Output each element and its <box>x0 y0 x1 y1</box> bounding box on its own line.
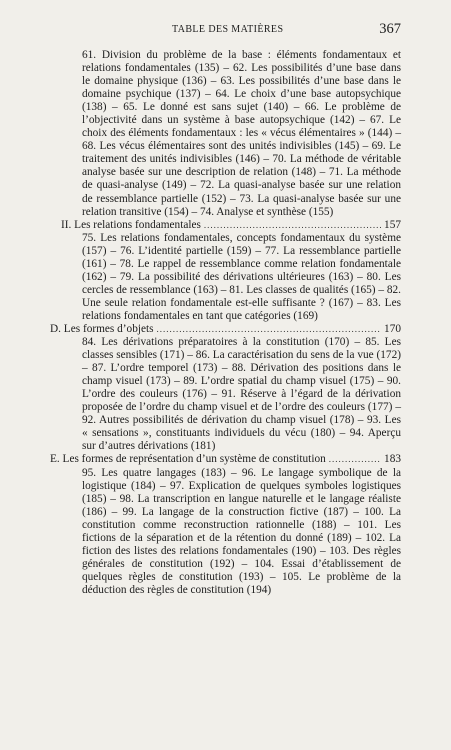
toc-heading-page: 157 <box>384 218 401 231</box>
toc-heading-title: E. Les formes de représentation d’un système de constitution <box>50 453 326 466</box>
dot-leader <box>329 453 381 466</box>
toc-heading-section-ii[interactable] <box>50 219 401 232</box>
toc-heading-section-d[interactable] <box>50 323 401 336</box>
toc-heading-title: II. Les relations fondamentales <box>61 218 201 231</box>
page-number: 367 <box>379 21 401 37</box>
toc-heading-section-e[interactable] <box>50 453 401 466</box>
toc-heading-title: D. Les formes d’objets <box>50 322 154 335</box>
toc-paragraph-section-d: 84. Les dérivations préparatoires à la constitution (170) – 85. Les classes sensibles (171) – 86. La caractérisation du sens de la vue (172) – 87. L’ordre temporel (173) – 88. Dérivation des positions dans le champ visuel (173) – 89. L’ordre spatial du champ visuel (175) – 90. L’ordre des couleurs (176) – 91. Réserve à l’égard de la dérivation proposée de l’ordre du champ visuel et de l’ordre des couleurs (177) – 92. Autres possibilités de dérivation du champ visuel (178) – 93. Les « sensations », constituants individuels du vécu (180) – 94. Aperçu sur d’autres dérivations (181) <box>82 336 401 453</box>
dot-leader <box>157 323 382 336</box>
dot-leader <box>204 219 381 232</box>
page-header <box>0 21 451 41</box>
toc-paragraph-section-e: 95. Les quatre langages (183) – 96. Le langage symbolique de la logistique (184) – 97. Explication de quelques symboles logistiques (185) – 98. La transcription en langue naturelle et le langage réaliste (186) – 99. La langage de la construction fictive (187) – 100. La constitution comme reconstruction rationnelle (188) – 101. Les fictions de la séparation et de la rétention du donné (189) – 102. La fiction des listes des relations fondamentales (190) – 103. Des règles générales de constitution (192) – 104. Essai d’établissement de quelques règles de constitution (193) – 105. Le problème de la déduction des règles de constitution (194) <box>82 466 401 596</box>
toc-paragraph-intro: 61. Division du problème de la base : éléments fondamentaux et relations fondamentales (135) – 62. Les possibilités d’une base dans le domaine physique (136) – 63. Les possibilités d’une base dans le domaine psychique (137) – 64. Le choix d’une base autopsychique (138) – 65. Le donné est sans sujet (140) – 66. Le problème de l’objectivité dans un système à base autopsychique (142) – 67. Le choix des éléments fondamentaux : les « vécus élémentaires » (144) – 68. Les vécus élémentaires sont des unités indivisibles (145) – 69. Le traitement des unités indivisibles (146) – 70. La méthode de véritable analyse basée sur une description de relation (148) – 71. La méthode de quasi-analyse (149) – 72. La quasi-analyse basée sur une relation de ressemblance partielle (152) – 73. La quasi-analyse basée sur une relation transitive (154) – 74. Analyse et synthèse (155) <box>82 49 401 218</box>
running-title: TABLE DES MATIÈRES <box>172 24 284 35</box>
table-of-contents <box>50 49 401 597</box>
toc-paragraph-section-ii: 75. Les relations fondamentales, concepts fondamentaux du système (157) – 76. L’identité partielle (159) – 77. La ressemblance partielle (161) – 78. Le rappel de ressemblance comme relation fondamentale (162) – 79. La possibilité des dérivations ultérieures (163) – 80. Les cercles de ressemblance (163) – 81. Les classes de qualités (165) – 82. Une seule relation fondamentale est-elle suffisante ? (167) – 83. Les relations fondamentales en tant que catégories (169) <box>82 231 401 322</box>
toc-heading-page: 183 <box>384 453 401 466</box>
toc-heading-page: 170 <box>384 322 401 335</box>
